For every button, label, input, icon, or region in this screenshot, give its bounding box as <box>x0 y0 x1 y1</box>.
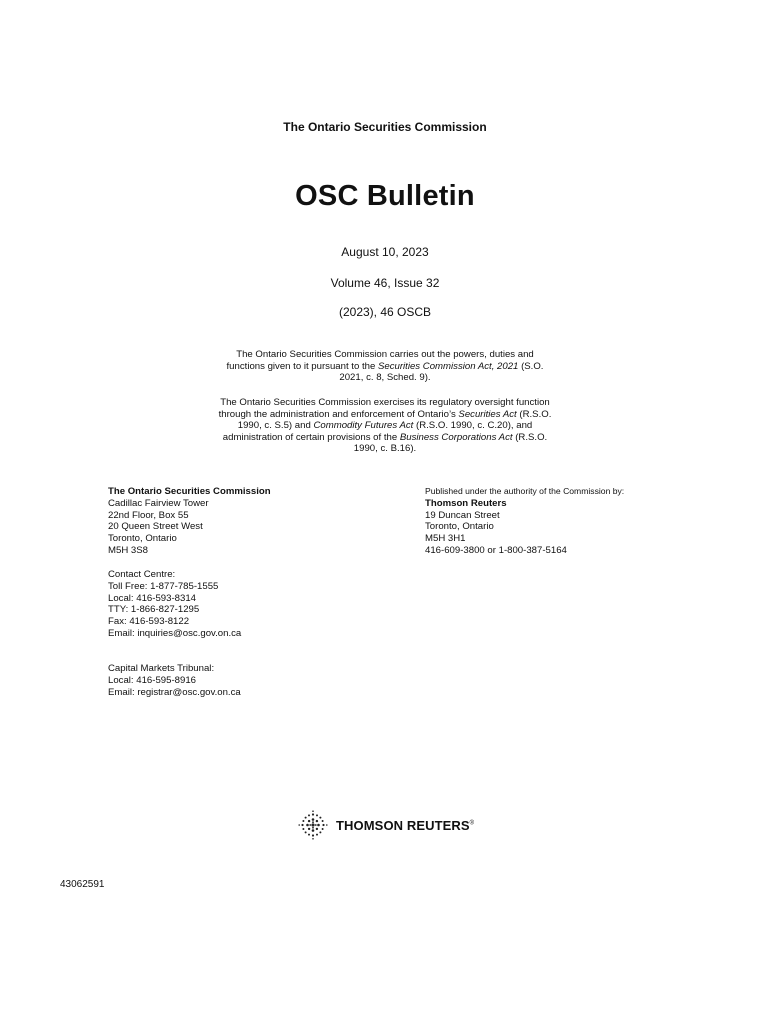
publisher-block <box>425 486 624 557</box>
contact-email: Email: inquiries@osc.gov.on.ca <box>108 627 242 639</box>
volume-issue: Volume 46, Issue 32 <box>330 276 440 290</box>
commodity-futures-act: Commodity Futures Act <box>313 420 414 432</box>
publisher-phone: 416-609-3800 or 1-800-387-5164 <box>425 544 567 556</box>
contact-centre-heading: Contact Centre: <box>108 569 176 580</box>
publisher-line: 19 Duncan Street <box>425 509 500 521</box>
tribunal-email: Email: registrar@osc.gov.on.ca <box>108 686 241 698</box>
intro-p2-text-a: The Ontario Securities Commission exercises its regulatory oversight function through the administration and enforcement of Ontario’s <box>218 397 550 420</box>
osc-address-line: Toronto, Ontario <box>108 533 177 545</box>
intro-p2-text-c: (R.S.O. 1990, c. C.20), and administration of certain provisions of the <box>222 420 533 443</box>
registered-mark: ® <box>469 820 475 827</box>
intro-p2-text-b: (R.S.O. 1990, c. S.5) and <box>237 408 552 432</box>
securities-act: Securities Act <box>458 408 517 420</box>
osc-name: The Ontario Securities Commission <box>108 486 271 497</box>
contact-line: Local: 416-593-8314 <box>108 592 197 604</box>
publisher-line: M5H 3H1 <box>425 533 466 545</box>
tribunal-heading: Capital Markets Tribunal: <box>108 663 215 674</box>
securities-commission-act: Securities Commission Act, 2021 <box>377 360 519 372</box>
intro-paragraph-1 <box>225 349 545 384</box>
business-corporations-act: Business Corporations Act <box>399 431 513 443</box>
commission-title: The Ontario Securities Commission <box>283 120 487 134</box>
document-number: 43062591 <box>60 879 105 890</box>
contact-line: Fax: 416-593-8122 <box>108 616 190 628</box>
publisher-name: Thomson Reuters <box>425 497 507 509</box>
bulletin-title: OSC Bulletin <box>295 180 475 212</box>
intro-p1-text-b: (S.O. 2021, c. 8, Sched. 9). <box>339 360 544 384</box>
osc-address-line: 20 Queen Street West <box>108 521 203 533</box>
contact-centre-block <box>108 569 241 640</box>
logo-text: THOMSON REUTERS <box>336 817 470 833</box>
contact-line: Toll Free: 1-877-785-1555 <box>108 580 219 592</box>
intro-paragraph-2 <box>213 397 557 455</box>
osc-address-line: Cadillac Fairview Tower <box>108 497 209 509</box>
publisher-intro: Published under the authority of the Commission by: <box>425 486 625 496</box>
osc-address-line: 22nd Floor, Box 55 <box>108 509 189 521</box>
thomson-reuters-logo <box>298 810 474 840</box>
intro-p2-text-d: (R.S.O. 1990, c. B.16). <box>353 431 548 455</box>
intro-p1-text-a: The Ontario Securities Commission carries out the powers, duties and functions given to it pursuant to the <box>226 349 534 372</box>
osc-address-block <box>108 486 271 557</box>
thomson-reuters-dot-icon <box>298 810 328 840</box>
tribunal-block <box>108 663 241 698</box>
tribunal-line: Local: 416-595-8916 <box>108 674 197 686</box>
publisher-line: Toronto, Ontario <box>425 521 494 533</box>
osc-address-line: M5H 3S8 <box>108 544 148 556</box>
citation: (2023), 46 OSCB <box>338 305 432 319</box>
contact-line: TTY: 1-866-827-1295 <box>108 604 200 616</box>
issue-date: August 10, 2023 <box>341 245 429 259</box>
logo-wordmark <box>336 818 474 833</box>
